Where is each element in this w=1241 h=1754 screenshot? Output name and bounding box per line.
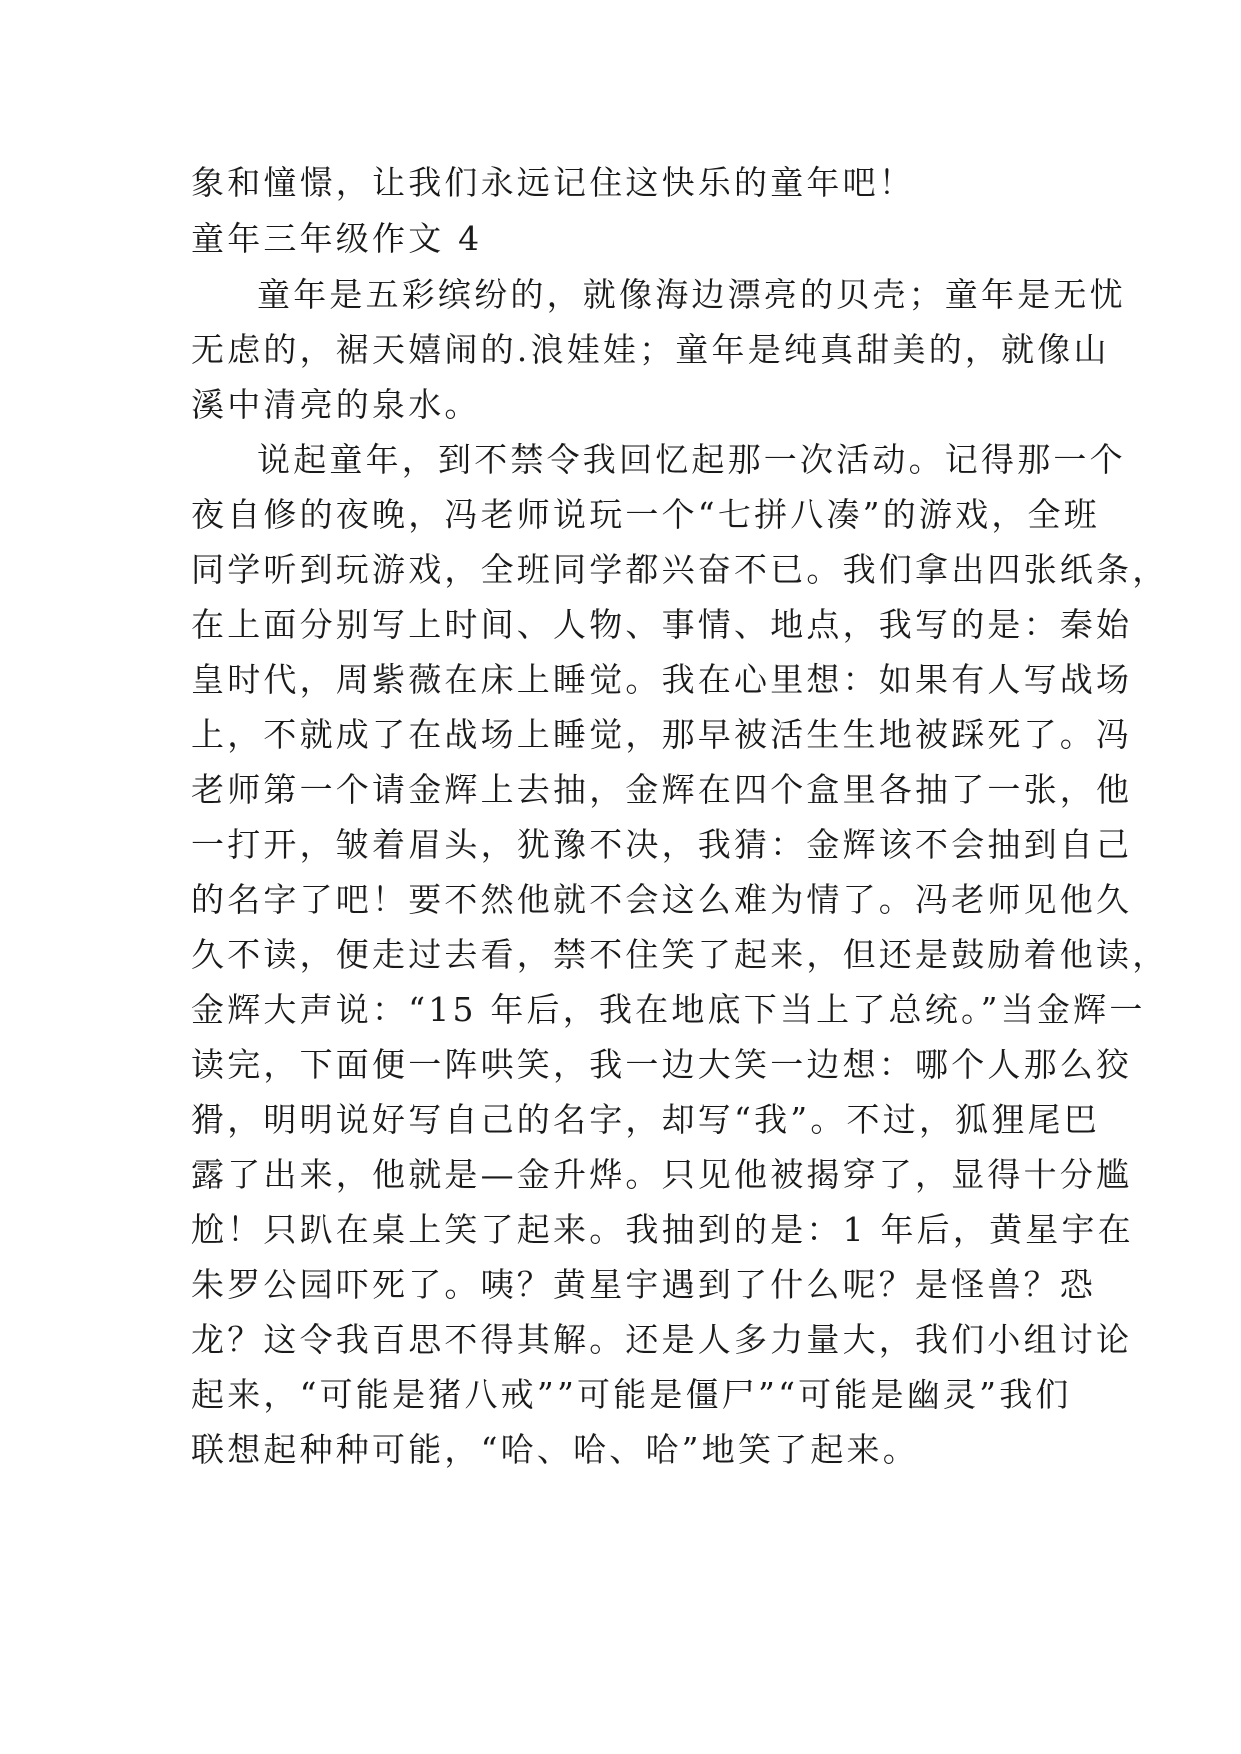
paragraph2-line: 皇时代，周紫薇在床上睡觉。我在心里想：如果有人写战场 — [191, 660, 1133, 699]
paragraph2-line: 同学听到玩游戏，全班同学都兴奋不已。我们拿出四张纸条， — [191, 550, 1169, 589]
paragraph2-line: 金辉大声说：“15 年后，我在地底下当上了总统。”当金辉一 — [191, 990, 1146, 1029]
paragraph2-line: 的名字了吧！要不然他就不会这么难为情了。冯老师见他久 — [191, 880, 1133, 919]
paragraph2-line: 读完，下面便一阵哄笑，我一边大笑一边想：哪个人那么狡 — [191, 1045, 1133, 1084]
paragraph2-line: 夜自修的夜晚，冯老师说玩一个“七拼八凑”的游戏，全班 — [191, 495, 1100, 534]
paragraph1-line: 童年是五彩缤纷的，就像海边漂亮的贝壳；童年是无忧 — [257, 275, 1126, 314]
paragraph2-line: 久不读，便走过去看，禁不住笑了起来，但还是鼓励着他读， — [191, 935, 1169, 974]
paragraph2-line: 说起童年，到不禁令我回忆起那一次活动。记得那一个 — [257, 440, 1126, 479]
paragraph2-line: 猾，明明说好写自己的名字，却写“我”。不过，狐狸尾巴 — [191, 1100, 1100, 1139]
paragraph2-line: 龙？这令我百思不得其解。还是人多力量大，我们小组讨论 — [191, 1320, 1133, 1359]
paragraph2-line: 上，不就成了在战场上睡觉，那早被活生生地被踩死了。冯 — [191, 715, 1133, 754]
paragraph2-line: 老师第一个请金辉上去抽，金辉在四个盒里各抽了一张，他 — [191, 770, 1133, 809]
paragraph2-line: 朱罗公园吓死了。咦？黄星宇遇到了什么呢？是怪兽？恐 — [191, 1265, 1096, 1304]
paragraph2-line: 尬！只趴在桌上笑了起来。我抽到的是：1 年后，黄星宇在 — [191, 1210, 1134, 1249]
paragraph2-line: 起来，“可能是猪八戒””可能是僵尸”“可能是幽灵”我们 — [191, 1375, 1072, 1414]
paragraph1-line: 无虑的，裾天嬉闹的.浪娃娃；童年是纯真甜美的，就像山 — [191, 330, 1110, 369]
essay-heading: 童年三年级作文 4 — [191, 219, 483, 258]
paragraph2-line: 一打开，皱着眉头，犹豫不决，我猜：金辉该不会抽到自己 — [191, 825, 1133, 864]
paragraph2-line: 露了出来，他就是—金升烨。只见他被揭穿了，显得十分尴 — [191, 1155, 1133, 1194]
paragraph1-line: 溪中清亮的泉水。 — [191, 385, 481, 424]
paragraph2-line: 在上面分别写上时间、人物、事情、地点，我写的是：秦始 — [191, 605, 1133, 644]
paragraph2-line: 联想起种种可能，“哈、哈、哈”地笑了起来。 — [191, 1430, 919, 1469]
intro-closing-line: 象和憧憬，让我们永远记住这快乐的童年吧！ — [191, 163, 915, 202]
